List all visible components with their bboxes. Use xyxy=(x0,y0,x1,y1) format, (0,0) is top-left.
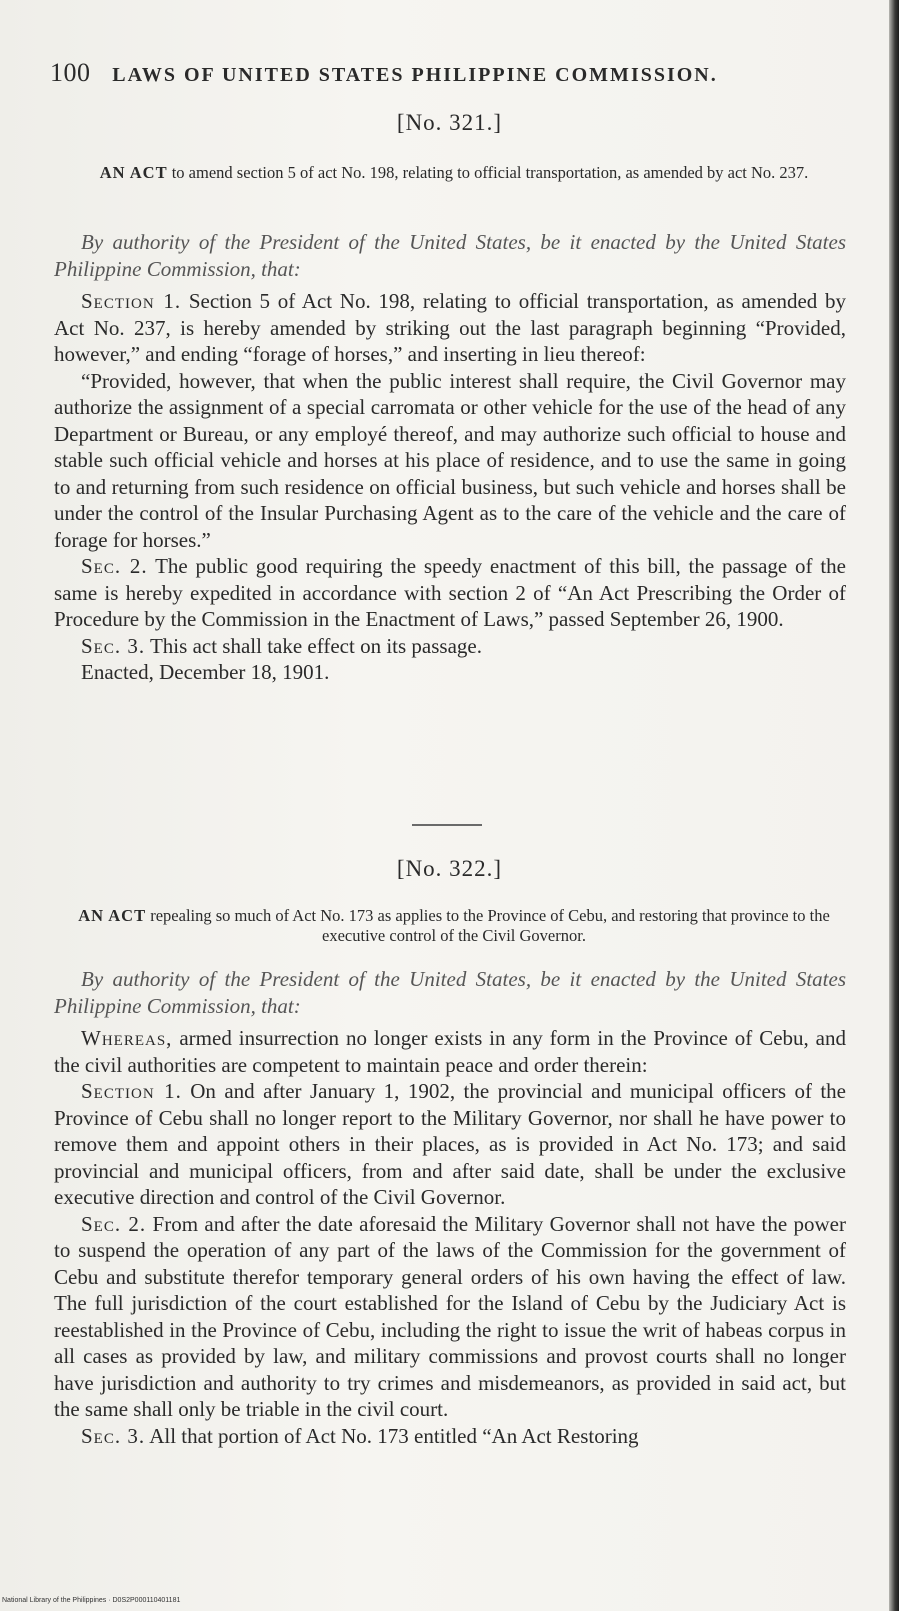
act-321-body xyxy=(54,229,846,686)
act-322-body xyxy=(54,966,846,1449)
act-322-title xyxy=(54,906,854,946)
act-322-section-3 xyxy=(54,1423,846,1450)
act-321-section-1-label: Section 1. xyxy=(81,289,182,313)
page-header xyxy=(50,58,810,88)
act-321-section-3-label: Sec. 3. xyxy=(81,633,146,658)
act-321-title xyxy=(54,163,854,183)
act-321-section-2 xyxy=(54,553,846,633)
act-321-section-2-text: The public good requiring the speedy enactment of this bill, the passage of the same is hereby expedited in accordance with section 2 of “An Act Prescribing the Order of Procedure by the Commission in the Enactment of Laws,” passed September 26, 1900. xyxy=(54,554,846,631)
act-321-enacted-date: Enacted, December 18, 1901. xyxy=(81,660,330,684)
act-321-proviso: “Provided, however, that when the public interest shall require, the Civil Governor may authorize the assignment of a special carromata or other vehicle for the use of the head of any Department or Bureau, or any employé thereof, and may authorize such official to house and stable such official vehicle and horses at his place of residence, and to use the same in going to and returning from such residence on official business, but such vehicle and horses shall be under the control of the Insular Purchasing Agent as to the care of the vehicle and the care of forage for horses.” xyxy=(54,368,846,552)
act-322-section-2 xyxy=(54,1211,846,1423)
page-edge-shadow xyxy=(889,0,899,1611)
act-322-whereas xyxy=(54,1025,846,1078)
section-divider xyxy=(412,824,482,826)
act-321-title-rest: to amend section 5 of act No. 198, relating to official transportation, as amended by act No. 237. xyxy=(171,163,809,182)
act-322-section-3-text: All that portion of Act No. 173 entitled “An Act Restoring xyxy=(149,1423,639,1448)
act-322-whereas-label: Whereas, xyxy=(81,1026,173,1050)
act-321-section-1 xyxy=(54,288,846,368)
act-321-section-1-text: Section 5 of Act No. 198, relating to official transportation, as amended by Act No. 237, is hereby amended by striking out the last paragraph beginning “Provided, however,” and ending “forage of horses,” and inserting in lieu thereof: xyxy=(54,289,847,366)
act-322-section-1-label: Section 1. xyxy=(81,1079,182,1103)
act-321-section-3-text: This act shall take effect on its passage. xyxy=(149,633,482,658)
page-number: 100 xyxy=(50,58,91,87)
act-322-enacting-clause: By authority of the President of the United States, be it enacted by the United States Philippine Commission, that: xyxy=(54,967,846,1018)
act-321-section-3 xyxy=(54,633,846,660)
running-title: LAWS OF UNITED STATES PHILIPPINE COMMISSION. xyxy=(112,64,718,86)
act-322-title-rest: repealing so much of Act No. 173 as applies to the Province of Cebu, and restoring that province to the executive control of the Civil Governor. xyxy=(150,906,830,945)
act-321-title-lead: AN ACT xyxy=(99,163,168,182)
act-322-number: [No. 322.] xyxy=(396,856,503,881)
act-322-section-1-text: On and after January 1, 1902, the provincial and municipal officers of the Province of Cebu shall no longer report to the Military Governor, nor shall he have power to remove them and appoint others in their places, as is provided in Act No. 173; and said provincial and municipal officers, from and after said date, shall be under the exclusive executive direction and control of the Civil Governor. xyxy=(54,1079,847,1209)
scan-credit: National Library of the Philippines · D0S2P000110401181 xyxy=(2,1597,181,1604)
act-322-section-2-label: Sec. 2. xyxy=(81,1211,147,1236)
act-321-section-2-label: Sec. 2. xyxy=(81,554,148,578)
act-322-title-lead: AN ACT xyxy=(78,906,147,925)
act-321-enacting-clause: By authority of the President of the United States, be it enacted by the United States Philippine Commission, that: xyxy=(54,230,846,281)
act-322-section-1 xyxy=(54,1078,846,1211)
act-321-number: [No. 321.] xyxy=(396,110,503,135)
act-322-section-2-text: From and after the date aforesaid the Military Governor shall not have the power to suspend the operation of any part of the laws of the Commission for the government of Cebu and substitute therefor temporary general orders of his own having the effect of law. The full jurisdiction of the court established for the Island of Cebu by the Judiciary Act is reestablished in the Province of Cebu, including the right to issue the writ of habeas corpus in all cases as provided by law, and military commissions and provost courts shall no longer have jurisdiction and authority to try crimes and misdemeanors, as provided in said act, but the same shall only be triable in the civil court. xyxy=(54,1211,846,1421)
act-322-section-3-label: Sec. 3. xyxy=(81,1423,146,1448)
act-322-whereas-text: armed insurrection no longer exists in any form in the Province of Cebu, and the civil authorities are competent to maintain peace and order therein: xyxy=(54,1026,847,1077)
